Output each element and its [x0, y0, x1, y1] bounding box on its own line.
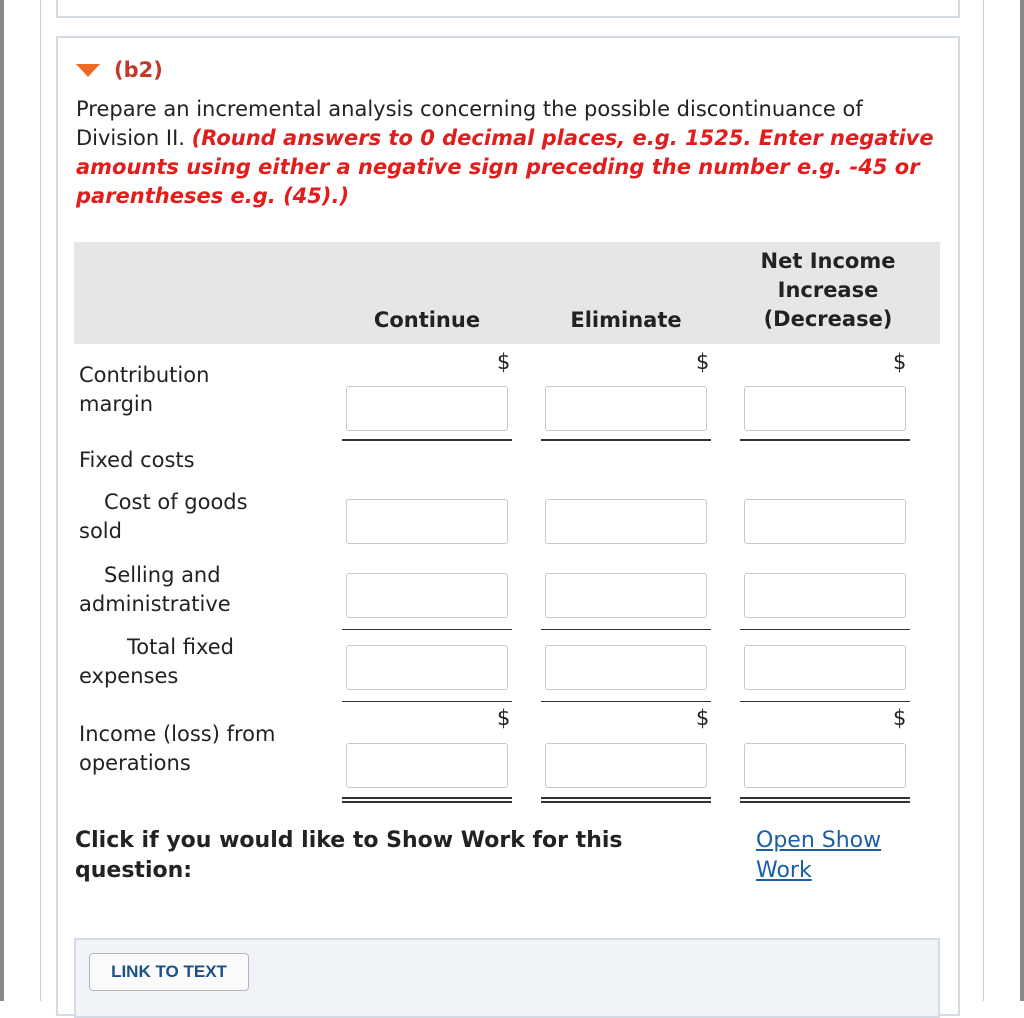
- col-header-eliminate: Eliminate: [570, 308, 682, 332]
- total-fixed-eliminate-input[interactable]: [545, 645, 707, 690]
- col-header-net-line2: Increase: [777, 278, 879, 302]
- underline-rule: [541, 629, 711, 630]
- col-header-continue: Continue: [373, 308, 481, 332]
- double-underline-rule: [342, 797, 512, 803]
- underline-rule: [541, 439, 711, 441]
- underline-rule: [342, 439, 512, 441]
- cogs-eliminate-input[interactable]: [545, 499, 707, 544]
- currency-symbol: $: [497, 350, 511, 374]
- open-show-work-link[interactable]: Open Show Work: [756, 828, 882, 883]
- window-frame-left: [0, 0, 41, 1001]
- question-prompt: Prepare an incremental analysis concerning the possible discontinuance of Division II.: [76, 97, 863, 150]
- question-text: [76, 95, 936, 211]
- selling-admin-net-input[interactable]: [744, 573, 906, 618]
- income-net-input[interactable]: [744, 743, 906, 788]
- currency-symbol: $: [893, 706, 907, 730]
- underline-rule: [740, 439, 910, 441]
- currency-symbol: $: [696, 706, 710, 730]
- currency-symbol: $: [696, 350, 710, 374]
- income-continue-input[interactable]: [346, 743, 508, 788]
- double-underline-rule: [541, 797, 711, 803]
- contribution-margin-net-input[interactable]: [744, 386, 906, 431]
- total-fixed-net-input[interactable]: [744, 645, 906, 690]
- underline-rule: [541, 701, 711, 702]
- link-to-text-button[interactable]: LINK TO TEXT: [89, 953, 249, 991]
- cogs-continue-input[interactable]: [346, 499, 508, 544]
- underline-rule: [342, 701, 512, 702]
- row-label-cogs: Cost of goods sold: [79, 490, 248, 543]
- contribution-margin-eliminate-input[interactable]: [545, 386, 707, 431]
- row-label-contribution-margin: Contribution margin: [79, 363, 210, 416]
- window-frame-right: [983, 0, 1024, 1001]
- total-fixed-continue-input[interactable]: [346, 645, 508, 690]
- selling-admin-eliminate-input[interactable]: [545, 573, 707, 618]
- part-header: [76, 58, 163, 82]
- underline-rule: [740, 701, 910, 702]
- selling-admin-continue-input[interactable]: [346, 573, 508, 618]
- col-header-net-line3: (Decrease): [763, 307, 893, 331]
- row-label-income-operations: Income (loss) from operations: [79, 722, 276, 775]
- show-work-prompt: Click if you would like to Show Work for this question:: [75, 828, 623, 883]
- previous-part-panel: [56, 0, 960, 18]
- cogs-net-input[interactable]: [744, 499, 906, 544]
- rounding-instructions: (Round answers to 0 decimal places, e.g. 1525. Enter negative amounts using either a negative sign preceding the number e.g. -45 or parentheses e.g. (45).): [76, 126, 934, 208]
- row-label-total-fixed: Total fixed expenses: [79, 635, 234, 688]
- income-eliminate-input[interactable]: [545, 743, 707, 788]
- underline-rule: [342, 629, 512, 630]
- row-label-fixed-costs: Fixed costs: [79, 448, 195, 472]
- col-header-net-line1: Net Income: [760, 249, 896, 273]
- part-label: (b2): [114, 58, 163, 82]
- currency-symbol: $: [497, 706, 511, 730]
- contribution-margin-continue-input[interactable]: [346, 386, 508, 431]
- col-header-net: [730, 247, 926, 334]
- collapse-triangle-icon[interactable]: [76, 64, 100, 77]
- currency-symbol: $: [893, 350, 907, 374]
- double-underline-rule: [740, 797, 910, 803]
- row-label-selling-admin: Selling and administrative: [79, 563, 231, 616]
- underline-rule: [740, 629, 910, 630]
